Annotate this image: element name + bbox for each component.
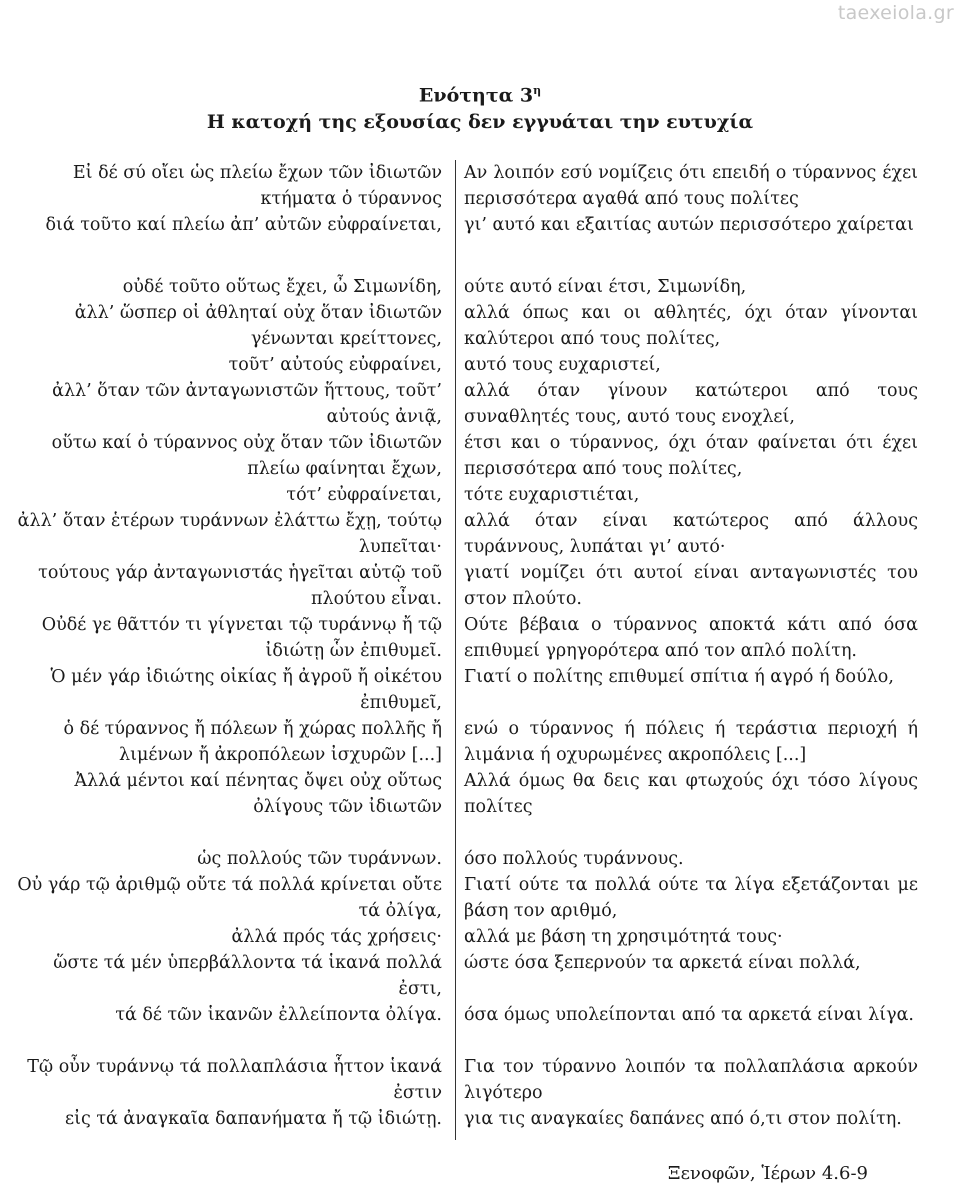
modern-greek-translation: ενώ ο τύραννος ή πόλεις ή τεράστια περιοχή ή λιμάνια ή οχυρωμένες ακροπόλεις [...] — [464, 719, 918, 765]
ancient-greek-line: Οὐδέ γε θᾶττόν τι γίγνεται τῷ τυράννῳ ἤ τῷ ἰδιώτῃ ὧν ἐπιθυμεῖ. — [41, 615, 442, 661]
modern-greek-translation: Αν λοιπόν εσύ νομίζεις ότι επειδή ο τύραννος έχει περισσότερα αγαθά από τους πολίτες — [464, 163, 918, 209]
ancient-greek-line: ὥστε τά μέν ὑπερβάλλοντα τά ἱκανά πολλά ἐστι, — [53, 953, 442, 999]
modern-greek-translation: αλλά όταν γίνουν κατώτεροι από τους συναθλητές τους, αυτό τους ενοχλεί, — [464, 381, 918, 427]
modern-greek-translation: αλλά με βάση τη χρησιμότητά τους· — [464, 927, 783, 947]
ancient-greek-line: Τῷ οὖν τυράννῳ τά πολλαπλάσια ἧττον ἱκανά ἐστιν — [27, 1057, 442, 1103]
ancient-greek-line: τότ’ εὐφραίνεται, — [286, 485, 442, 505]
unit-label: Ενότητα 3 — [418, 84, 534, 107]
ancient-greek-line: τούτους γάρ ἀνταγωνιστάς ἡγεῖται αὑτῷ τοῦ πλούτου εἶναι. — [38, 563, 442, 609]
modern-greek-translation: γιατί νομίζει ότι αυτοί είναι ανταγωνιστές του στον πλούτο. — [464, 563, 918, 609]
ancient-greek-line: ἀλλ’ ὅταν τῶν ἀνταγωνιστῶν ἥττους, τοῦτ’ αὐτούς ἀνιᾷ, — [52, 381, 442, 427]
ancient-greek-line: ἀλλ’ ὅταν ἑτέρων τυράννων ἐλάττω ἔχῃ, τούτῳ λυπεῖται· — [17, 511, 442, 557]
ancient-greek-line: ἀλλά πρός τάς χρήσεις· — [231, 927, 442, 947]
modern-greek-translation: αλλά όταν είναι κατώτερος από άλλους τυράννους, λυπάται γι’ αυτό· — [464, 511, 918, 557]
ancient-greek-line: Οὐ γάρ τῷ ἀριθμῷ οὔτε τά πολλά κρίνεται οὔτε τά ὀλίγα, — [17, 875, 442, 921]
modern-greek-translation: όσα όμως υπολείπονται από τα αρκετά είναι λίγα. — [464, 1005, 914, 1025]
watermark: taexeiola.gr — [837, 2, 954, 24]
modern-greek-translation: ώστε όσα ξεπερνούν τα αρκετά είναι πολλά, — [464, 953, 861, 973]
modern-greek-translation: Γιατί ο πολίτης επιθυμεί σπίτια ή αγρό ή δούλο, — [464, 667, 894, 687]
modern-greek-translation: για τις αναγκαίες δαπάνες από ό,τι στον πολίτη. — [464, 1109, 902, 1129]
section-title: Η κατοχή της εξουσίας δεν εγγυάται την ευτυχία — [206, 111, 754, 133]
ancient-greek-line: Ἀλλά μέντοι καί πένητας ὄψει οὐχ οὕτως ὀλίγους τῶν ἰδιωτῶν — [74, 771, 442, 817]
modern-greek-translation: Για τον τύραννο λοιπόν τα πολλαπλάσια αρκούν λιγότερο — [464, 1057, 918, 1103]
ancient-greek-line: τά δέ τῶν ἱκανῶν ἐλλείποντα ὀλίγα. — [115, 1005, 442, 1025]
ancient-greek-line: Εἰ δέ σύ οἴει ὡς πλείω ἔχων τῶν ἰδιωτῶν κτήματα ὁ τύραννος — [72, 163, 442, 209]
modern-greek-translation: Ούτε βέβαια ο τύραννος αποκτά κάτι από όσα επιθυμεί γρηγορότερα από τον απλό πολίτη. — [464, 615, 918, 661]
ancient-greek-line: διά τοῦτο καί πλείω ἀπ’ αὐτῶν εὐφραίνεται, — [45, 215, 442, 235]
ancient-greek-line: τοῦτ’ αὐτούς εὐφραίνει, — [228, 355, 442, 375]
modern-greek-translation: ούτε αυτό είναι έτσι, Σιμωνίδη, — [464, 277, 747, 297]
modern-greek-translation: αλλά όπως και οι αθλητές, όχι όταν γίνονται καλύτεροι από τους πολίτες, — [464, 303, 918, 349]
modern-greek-translation: Γιατί ούτε τα πολλά ούτε τα λίγα εξετάζονται με βάση τον αριθμό, — [464, 875, 918, 921]
ancient-greek-line: ἀλλ’ ὥσπερ οἱ ἀθληταί οὐχ ὅταν ἰδιωτῶν γένωνται κρείττονες, — [74, 303, 442, 349]
modern-greek-translation: αυτό τους ευχαριστεί, — [464, 355, 661, 375]
unit-heading — [0, 84, 960, 106]
modern-greek-translation: έτσι και ο τύραννος, όχι όταν φαίνεται ότι έχει περισσότερα από τους πολίτες, — [464, 433, 918, 479]
ancient-greek-line: εἰς τά ἀναγκαῖα δαπανήματα ἤ τῷ ἰδιώτῃ. — [65, 1109, 442, 1129]
ancient-greek-line: οὕτω καί ὁ τύραννος οὐχ ὅταν τῶν ἰδιωτῶν πλείω φαίνηται ἔχων, — [51, 433, 442, 479]
modern-greek-translation: όσο πολλούς τυράννους. — [464, 849, 684, 869]
ancient-greek-line: ὁ δέ τύραννος ἤ πόλεων ἤ χώρας πολλῆς ἤ λιμένων ἤ ἀκροπόλεων ἰσχυρῶν [...] — [63, 719, 442, 765]
column-divider — [455, 160, 456, 1140]
modern-greek-translation: τότε ευχαριστιέται, — [464, 485, 640, 505]
ancient-greek-line: οὐδέ τοῦτο οὕτως ἔχει, ὦ Σιμωνίδη, — [122, 277, 442, 297]
modern-greek-translation: Αλλά όμως θα δεις και φτωχούς όχι τόσο λίγους πολίτες — [464, 771, 918, 817]
ancient-greek-line: ὡς πολλούς τῶν τυράννων. — [197, 849, 442, 869]
modern-greek-translation: γι’ αυτό και εξαιτίας αυτών περισσότερο χαίρεται — [464, 215, 914, 235]
ancient-greek-line: Ὁ μέν γάρ ἰδιώτης οἰκίας ἤ ἀγροῦ ἤ οἰκέτου ἐπιθυμεῖ, — [50, 667, 442, 713]
source-citation: Ξενοφῶν, Ἱέρων 4.6-9 — [667, 1163, 868, 1184]
unit-superscript: η — [533, 84, 542, 97]
